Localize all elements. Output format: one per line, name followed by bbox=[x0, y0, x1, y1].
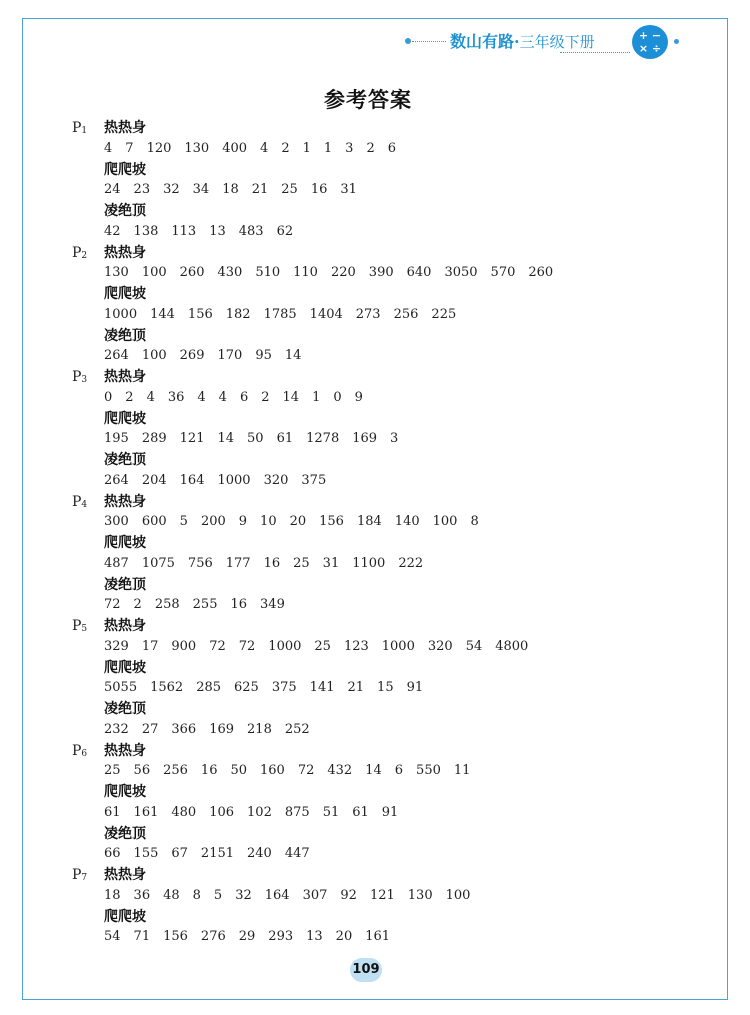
answer-value: 100 bbox=[445, 887, 471, 903]
answer-value: 15 bbox=[377, 680, 394, 696]
answer-value: 100 bbox=[141, 348, 167, 364]
answer-value: 264 bbox=[104, 348, 129, 364]
answer-values-row bbox=[104, 761, 483, 781]
answer-value: 121 bbox=[369, 887, 395, 903]
answer-value: 156 bbox=[163, 929, 188, 945]
math-symbols-icon: + − × ÷ bbox=[632, 25, 668, 59]
answer-value: 9 bbox=[354, 389, 363, 405]
answer-value: 1000 bbox=[381, 638, 415, 654]
answer-value: 72 bbox=[238, 638, 256, 654]
page-title: 参考答案 bbox=[324, 88, 412, 112]
answer-value: 161 bbox=[365, 929, 391, 945]
answer-value: 4 bbox=[197, 389, 206, 405]
answer-value: 225 bbox=[431, 306, 457, 322]
answer-value: 6 bbox=[387, 140, 397, 156]
answer-value: 1404 bbox=[309, 306, 343, 322]
answer-value: 4800 bbox=[495, 638, 529, 654]
page-ref-label: $P_6$ bbox=[72, 742, 88, 759]
section-heading: 爬爬坡 bbox=[104, 535, 146, 551]
answer-value: 218 bbox=[247, 721, 272, 737]
answer-value: 4 bbox=[260, 140, 269, 156]
answer-value: 320 bbox=[263, 472, 289, 488]
answer-value: 8 bbox=[192, 887, 201, 903]
answer-value: 2 bbox=[261, 389, 270, 405]
answer-value: 20 bbox=[335, 929, 353, 945]
answer-value: 1562 bbox=[150, 680, 184, 696]
answer-value: 256 bbox=[163, 763, 188, 779]
answer-value: 16 bbox=[310, 182, 328, 198]
answer-value: 123 bbox=[343, 638, 369, 654]
answer-value: 3050 bbox=[444, 265, 478, 281]
answer-value: 23 bbox=[133, 182, 151, 198]
answer-value: 285 bbox=[196, 680, 222, 696]
answer-value: 36 bbox=[167, 389, 185, 405]
answer-value: 8 bbox=[470, 514, 479, 530]
answer-value: 155 bbox=[133, 846, 159, 862]
answer-value: 50 bbox=[230, 763, 248, 779]
answer-value: 18 bbox=[104, 887, 121, 903]
section-heading: 热热身 bbox=[104, 493, 146, 510]
section-heading: 爬爬坡 bbox=[104, 908, 146, 925]
answer-values-row bbox=[104, 222, 306, 242]
answer-value: 1278 bbox=[306, 431, 340, 447]
book-title-main: 数山有路 bbox=[450, 32, 515, 51]
answer-value: 72 bbox=[209, 638, 226, 654]
answer-value: 54 bbox=[104, 929, 121, 945]
answer-value: 164 bbox=[264, 887, 290, 903]
answer-value: 110 bbox=[293, 265, 318, 281]
answer-value: 177 bbox=[225, 555, 251, 571]
section-heading: 热热身 bbox=[104, 120, 146, 136]
header-dot-left bbox=[405, 38, 411, 44]
answer-values-row bbox=[104, 305, 469, 325]
answer-value: 5 bbox=[213, 887, 223, 903]
section-heading: 爬爬坡 bbox=[104, 286, 146, 302]
answer-value: 20 bbox=[289, 514, 307, 530]
answer-values-row bbox=[104, 637, 541, 657]
answer-value: 2 bbox=[125, 389, 134, 405]
answer-values-row bbox=[104, 429, 411, 449]
answer-value: 50 bbox=[247, 431, 264, 447]
answer-value: 432 bbox=[327, 763, 353, 779]
answer-value: 9 bbox=[238, 514, 248, 530]
answer-value: 72 bbox=[104, 597, 121, 613]
answer-value: 390 bbox=[368, 265, 394, 281]
answer-values-row bbox=[104, 844, 323, 864]
answer-value: 1100 bbox=[352, 555, 386, 571]
section-heading: 热热身 bbox=[104, 618, 146, 634]
answer-value: 2 bbox=[366, 140, 375, 156]
answer-value: 5055 bbox=[104, 680, 138, 696]
section-heading: 凌绝顶 bbox=[104, 701, 146, 717]
page-ref-label: $P_7$ bbox=[72, 867, 88, 883]
answer-value: 170 bbox=[217, 348, 243, 364]
answer-value: 6 bbox=[394, 763, 404, 779]
answer-value: 72 bbox=[297, 763, 315, 779]
answer-value: 16 bbox=[200, 763, 218, 779]
answer-value: 42 bbox=[104, 223, 121, 239]
page-ref-label: $P_1$ bbox=[72, 120, 88, 136]
section-heading: 热热身 bbox=[104, 867, 146, 883]
answer-value: 61 bbox=[352, 804, 369, 820]
section-heading: 凌绝顶 bbox=[104, 203, 146, 219]
answer-value: 640 bbox=[406, 265, 432, 281]
answer-value: 36 bbox=[133, 887, 151, 903]
answer-value: 349 bbox=[260, 597, 285, 613]
answer-value: 51 bbox=[322, 804, 340, 820]
answer-value: 375 bbox=[271, 680, 297, 696]
answer-value: 169 bbox=[352, 431, 378, 447]
section-heading: 凌绝顶 bbox=[104, 825, 146, 842]
answer-values-row bbox=[104, 388, 376, 408]
answer-value: 6 bbox=[239, 389, 249, 405]
answer-value: 2 bbox=[133, 597, 142, 613]
answer-value: 0 bbox=[333, 389, 342, 405]
answer-value: 25 bbox=[314, 638, 331, 654]
answer-value: 1000 bbox=[217, 472, 251, 488]
answer-value: 4 bbox=[104, 140, 113, 156]
answer-value: 447 bbox=[284, 846, 310, 862]
answer-value: 1000 bbox=[268, 638, 302, 654]
section-heading: 爬爬坡 bbox=[104, 410, 146, 427]
section-heading: 凌绝顶 bbox=[104, 327, 146, 344]
answer-value: 24 bbox=[104, 182, 121, 198]
answer-value: 95 bbox=[255, 348, 272, 364]
answer-value: 21 bbox=[347, 680, 365, 696]
answer-value: 2 bbox=[281, 140, 290, 156]
answer-value: 232 bbox=[104, 721, 129, 737]
answer-value: 258 bbox=[154, 597, 180, 613]
section-heading: 热热身 bbox=[104, 742, 146, 759]
answer-value: 120 bbox=[146, 140, 172, 156]
running-header bbox=[400, 24, 700, 68]
page-ref-label: $P_5$ bbox=[72, 618, 88, 634]
answer-value: 92 bbox=[340, 887, 357, 903]
answer-value: 100 bbox=[141, 265, 167, 281]
answer-value: 130 bbox=[407, 887, 433, 903]
answer-value: 0 bbox=[104, 389, 113, 405]
answer-value: 483 bbox=[238, 223, 264, 239]
answer-value: 102 bbox=[247, 804, 272, 820]
answer-value: 13 bbox=[209, 223, 226, 239]
answer-value: 255 bbox=[192, 597, 218, 613]
answer-value: 1075 bbox=[141, 555, 175, 571]
answer-value: 480 bbox=[171, 804, 197, 820]
answer-value: 66 bbox=[104, 846, 121, 862]
section-heading: 凌绝顶 bbox=[104, 576, 146, 593]
section-heading: 爬爬坡 bbox=[104, 659, 146, 676]
answer-value: 375 bbox=[301, 472, 327, 488]
answer-value: 11 bbox=[453, 763, 471, 779]
answer-value: 200 bbox=[200, 514, 226, 530]
answer-value: 260 bbox=[528, 265, 554, 281]
page-number: 109 bbox=[350, 958, 382, 982]
answer-value: 130 bbox=[104, 265, 129, 281]
book-subtitle: 三年级下册 bbox=[519, 33, 595, 51]
answer-value: 54 bbox=[465, 638, 483, 654]
answer-value: 260 bbox=[179, 265, 205, 281]
answer-value: 17 bbox=[141, 638, 159, 654]
answer-value: 91 bbox=[381, 804, 399, 820]
answer-value: 184 bbox=[356, 514, 382, 530]
answer-value: 256 bbox=[393, 306, 419, 322]
answer-value: 625 bbox=[234, 680, 259, 696]
answer-values-row bbox=[104, 886, 483, 906]
answer-value: 269 bbox=[179, 348, 205, 364]
answer-values-row bbox=[104, 263, 566, 283]
answer-value: 240 bbox=[247, 846, 272, 862]
answer-value: 487 bbox=[104, 555, 129, 571]
answer-value: 29 bbox=[238, 929, 256, 945]
answer-value: 300 bbox=[104, 514, 129, 530]
answer-value: 276 bbox=[200, 929, 226, 945]
answer-values-row bbox=[104, 720, 323, 740]
answer-value: 25 bbox=[104, 763, 121, 779]
page-ref-label: $P_2$ bbox=[72, 244, 88, 261]
answer-values-row bbox=[104, 180, 370, 200]
answer-value: 875 bbox=[284, 804, 310, 820]
answer-value: 169 bbox=[209, 721, 235, 737]
answer-value: 7 bbox=[125, 140, 134, 156]
answer-value: 91 bbox=[406, 680, 424, 696]
answer-value: 10 bbox=[260, 514, 277, 530]
answer-value: 14 bbox=[365, 763, 382, 779]
answer-values-row bbox=[104, 803, 411, 823]
answer-value: 293 bbox=[268, 929, 294, 945]
answer-value: 600 bbox=[141, 514, 167, 530]
answer-values-row bbox=[104, 512, 492, 532]
answer-value: 329 bbox=[104, 638, 129, 654]
answer-values-row bbox=[104, 471, 339, 491]
section-heading: 爬爬坡 bbox=[104, 784, 146, 800]
answer-value: 1 bbox=[302, 140, 311, 156]
page-ref-label: $P_4$ bbox=[72, 493, 88, 510]
answer-value: 1785 bbox=[263, 306, 297, 322]
answer-value: 141 bbox=[309, 680, 335, 696]
answer-value: 160 bbox=[260, 763, 285, 779]
answer-value: 510 bbox=[255, 265, 281, 281]
answer-value: 121 bbox=[179, 431, 205, 447]
answer-value: 34 bbox=[192, 182, 210, 198]
answer-value: 195 bbox=[104, 431, 129, 447]
answer-value: 62 bbox=[276, 223, 294, 239]
answer-value: 113 bbox=[171, 223, 197, 239]
answer-values-row bbox=[104, 678, 436, 698]
answer-value: 48 bbox=[163, 887, 180, 903]
answer-value: 3 bbox=[345, 140, 354, 156]
answer-value: 252 bbox=[284, 721, 310, 737]
section-heading: 爬爬坡 bbox=[104, 161, 146, 178]
section-heading: 凌绝顶 bbox=[104, 452, 146, 468]
answer-value: 21 bbox=[251, 182, 269, 198]
answer-value: 25 bbox=[293, 555, 310, 571]
answer-value: 32 bbox=[235, 887, 252, 903]
answer-value: 289 bbox=[141, 431, 167, 447]
answer-value: 222 bbox=[398, 555, 424, 571]
answer-value: 4 bbox=[218, 389, 227, 405]
answer-value: 164 bbox=[179, 472, 205, 488]
answer-value: 1 bbox=[323, 140, 333, 156]
page-ref-label: $P_3$ bbox=[72, 369, 88, 385]
answer-value: 71 bbox=[133, 929, 151, 945]
answer-value: 220 bbox=[330, 265, 356, 281]
answer-value: 144 bbox=[150, 306, 175, 322]
answer-value: 138 bbox=[133, 223, 159, 239]
answer-value: 264 bbox=[104, 472, 129, 488]
answer-value: 2151 bbox=[200, 846, 235, 862]
answer-value: 56 bbox=[133, 763, 151, 779]
answer-value: 570 bbox=[490, 265, 516, 281]
answer-value: 756 bbox=[187, 555, 213, 571]
answer-value: 18 bbox=[222, 182, 239, 198]
answer-value: 16 bbox=[230, 597, 248, 613]
answer-value: 1000 bbox=[104, 306, 138, 322]
answer-value: 130 bbox=[184, 140, 210, 156]
answer-value: 31 bbox=[322, 555, 340, 571]
answer-values-row bbox=[104, 927, 403, 947]
answer-value: 14 bbox=[282, 389, 300, 405]
answer-value: 3 bbox=[390, 431, 399, 447]
section-heading: 热热身 bbox=[104, 369, 146, 385]
answer-value: 182 bbox=[225, 306, 251, 322]
answer-values-row bbox=[104, 554, 436, 574]
answer-value: 4 bbox=[146, 389, 155, 405]
answer-value: 430 bbox=[217, 265, 243, 281]
answer-value: 25 bbox=[281, 182, 298, 198]
answer-values-row bbox=[104, 346, 314, 366]
book-title-separator: · bbox=[514, 32, 520, 51]
answer-value: 14 bbox=[284, 348, 302, 364]
answer-value: 550 bbox=[416, 763, 441, 779]
answer-value: 61 bbox=[276, 431, 294, 447]
answer-value: 273 bbox=[355, 306, 381, 322]
header-rule-left bbox=[412, 41, 446, 42]
answer-value: 106 bbox=[209, 804, 235, 820]
answer-value: 16 bbox=[263, 555, 281, 571]
answer-value: 156 bbox=[187, 306, 213, 322]
answer-value: 13 bbox=[306, 929, 323, 945]
answer-values-row bbox=[104, 139, 409, 159]
answer-value: 366 bbox=[171, 721, 197, 737]
section-heading: 热热身 bbox=[104, 244, 146, 261]
answer-value: 32 bbox=[163, 182, 180, 198]
answer-value: 156 bbox=[319, 514, 344, 530]
answer-value: 27 bbox=[141, 721, 159, 737]
answer-values-row bbox=[104, 595, 298, 615]
answer-value: 14 bbox=[217, 431, 235, 447]
answer-value: 320 bbox=[427, 638, 453, 654]
answer-value: 900 bbox=[171, 638, 197, 654]
answer-value: 67 bbox=[171, 846, 188, 862]
answer-value: 307 bbox=[302, 887, 328, 903]
answer-value: 31 bbox=[340, 182, 357, 198]
answer-value: 5 bbox=[179, 514, 188, 530]
answer-value: 400 bbox=[222, 140, 248, 156]
header-dot-right bbox=[674, 39, 679, 44]
answer-value: 204 bbox=[141, 472, 167, 488]
header-rule-right bbox=[560, 52, 630, 53]
answer-value: 1 bbox=[312, 389, 321, 405]
book-title bbox=[450, 29, 595, 52]
answer-value: 61 bbox=[104, 804, 121, 820]
answer-value: 100 bbox=[432, 514, 458, 530]
answer-value: 140 bbox=[394, 514, 420, 530]
answer-value: 161 bbox=[133, 804, 159, 820]
